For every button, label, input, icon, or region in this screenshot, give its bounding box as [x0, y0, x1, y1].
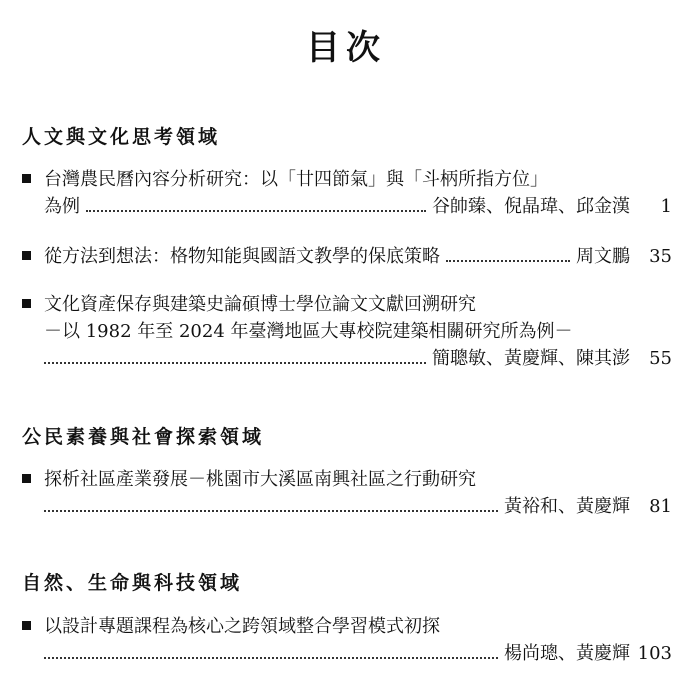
section-heading-civic: 公民素養與社會探索領域	[22, 426, 265, 448]
bullet-icon	[22, 174, 31, 183]
section-heading-humanities: 人文與文化思考領域	[22, 126, 221, 148]
toc-entry[interactable]	[22, 466, 672, 520]
entry-title: 探析社區產業發展－桃園市大溪區南興社區之行動研究	[44, 469, 476, 490]
section-heading-science: 自然、生命與科技領域	[22, 572, 243, 594]
entry-authors: 簡聰敏、黃慶輝、陳其澎	[432, 348, 630, 369]
entry-title: 文化資產保存與建築史論碩博士學位論文文獻回溯研究	[44, 294, 476, 315]
entry-page-number: 55	[649, 348, 672, 369]
toc-entry[interactable]	[22, 166, 672, 220]
entry-authors: 楊尚璁、黃慶輝	[504, 643, 630, 664]
bullet-icon	[22, 299, 31, 308]
dot-leader	[446, 260, 570, 262]
toc-entry[interactable]	[22, 291, 672, 372]
entry-subtitle: －以 1982 年至 2024 年臺灣地區大專校院建築相關研究所為例－	[44, 321, 573, 342]
bullet-icon	[22, 474, 31, 483]
entry-page-number: 103	[637, 643, 672, 664]
entry-title: 台灣農民曆內容分析研究：以「廿四節氣」與「斗柄所指方位」	[44, 169, 548, 190]
page-title: 目次	[306, 28, 386, 68]
dot-leader	[86, 210, 426, 212]
toc-entry[interactable]	[22, 613, 672, 667]
entry-title: 以設計專題課程為核心之跨領域整合學習模式初探	[44, 616, 440, 637]
entry-authors: 谷帥臻、倪晶瑋、邱金漢	[432, 196, 630, 217]
entry-authors: 黃裕和、黃慶輝	[504, 496, 630, 517]
dot-leader	[44, 362, 426, 364]
entry-title-continued: 為例	[44, 196, 80, 217]
bullet-icon	[22, 251, 31, 260]
entry-page-number: 35	[649, 246, 672, 267]
entry-page-number: 81	[649, 496, 672, 517]
entry-title: 從方法到想法：格物知能與國語文教學的保底策略	[44, 246, 440, 267]
toc-entry[interactable]	[22, 243, 672, 270]
entry-page-number: 1	[660, 196, 672, 217]
bullet-icon	[22, 621, 31, 630]
entry-authors: 周文鵬	[576, 246, 630, 267]
dot-leader	[44, 657, 498, 659]
dot-leader	[44, 510, 498, 512]
